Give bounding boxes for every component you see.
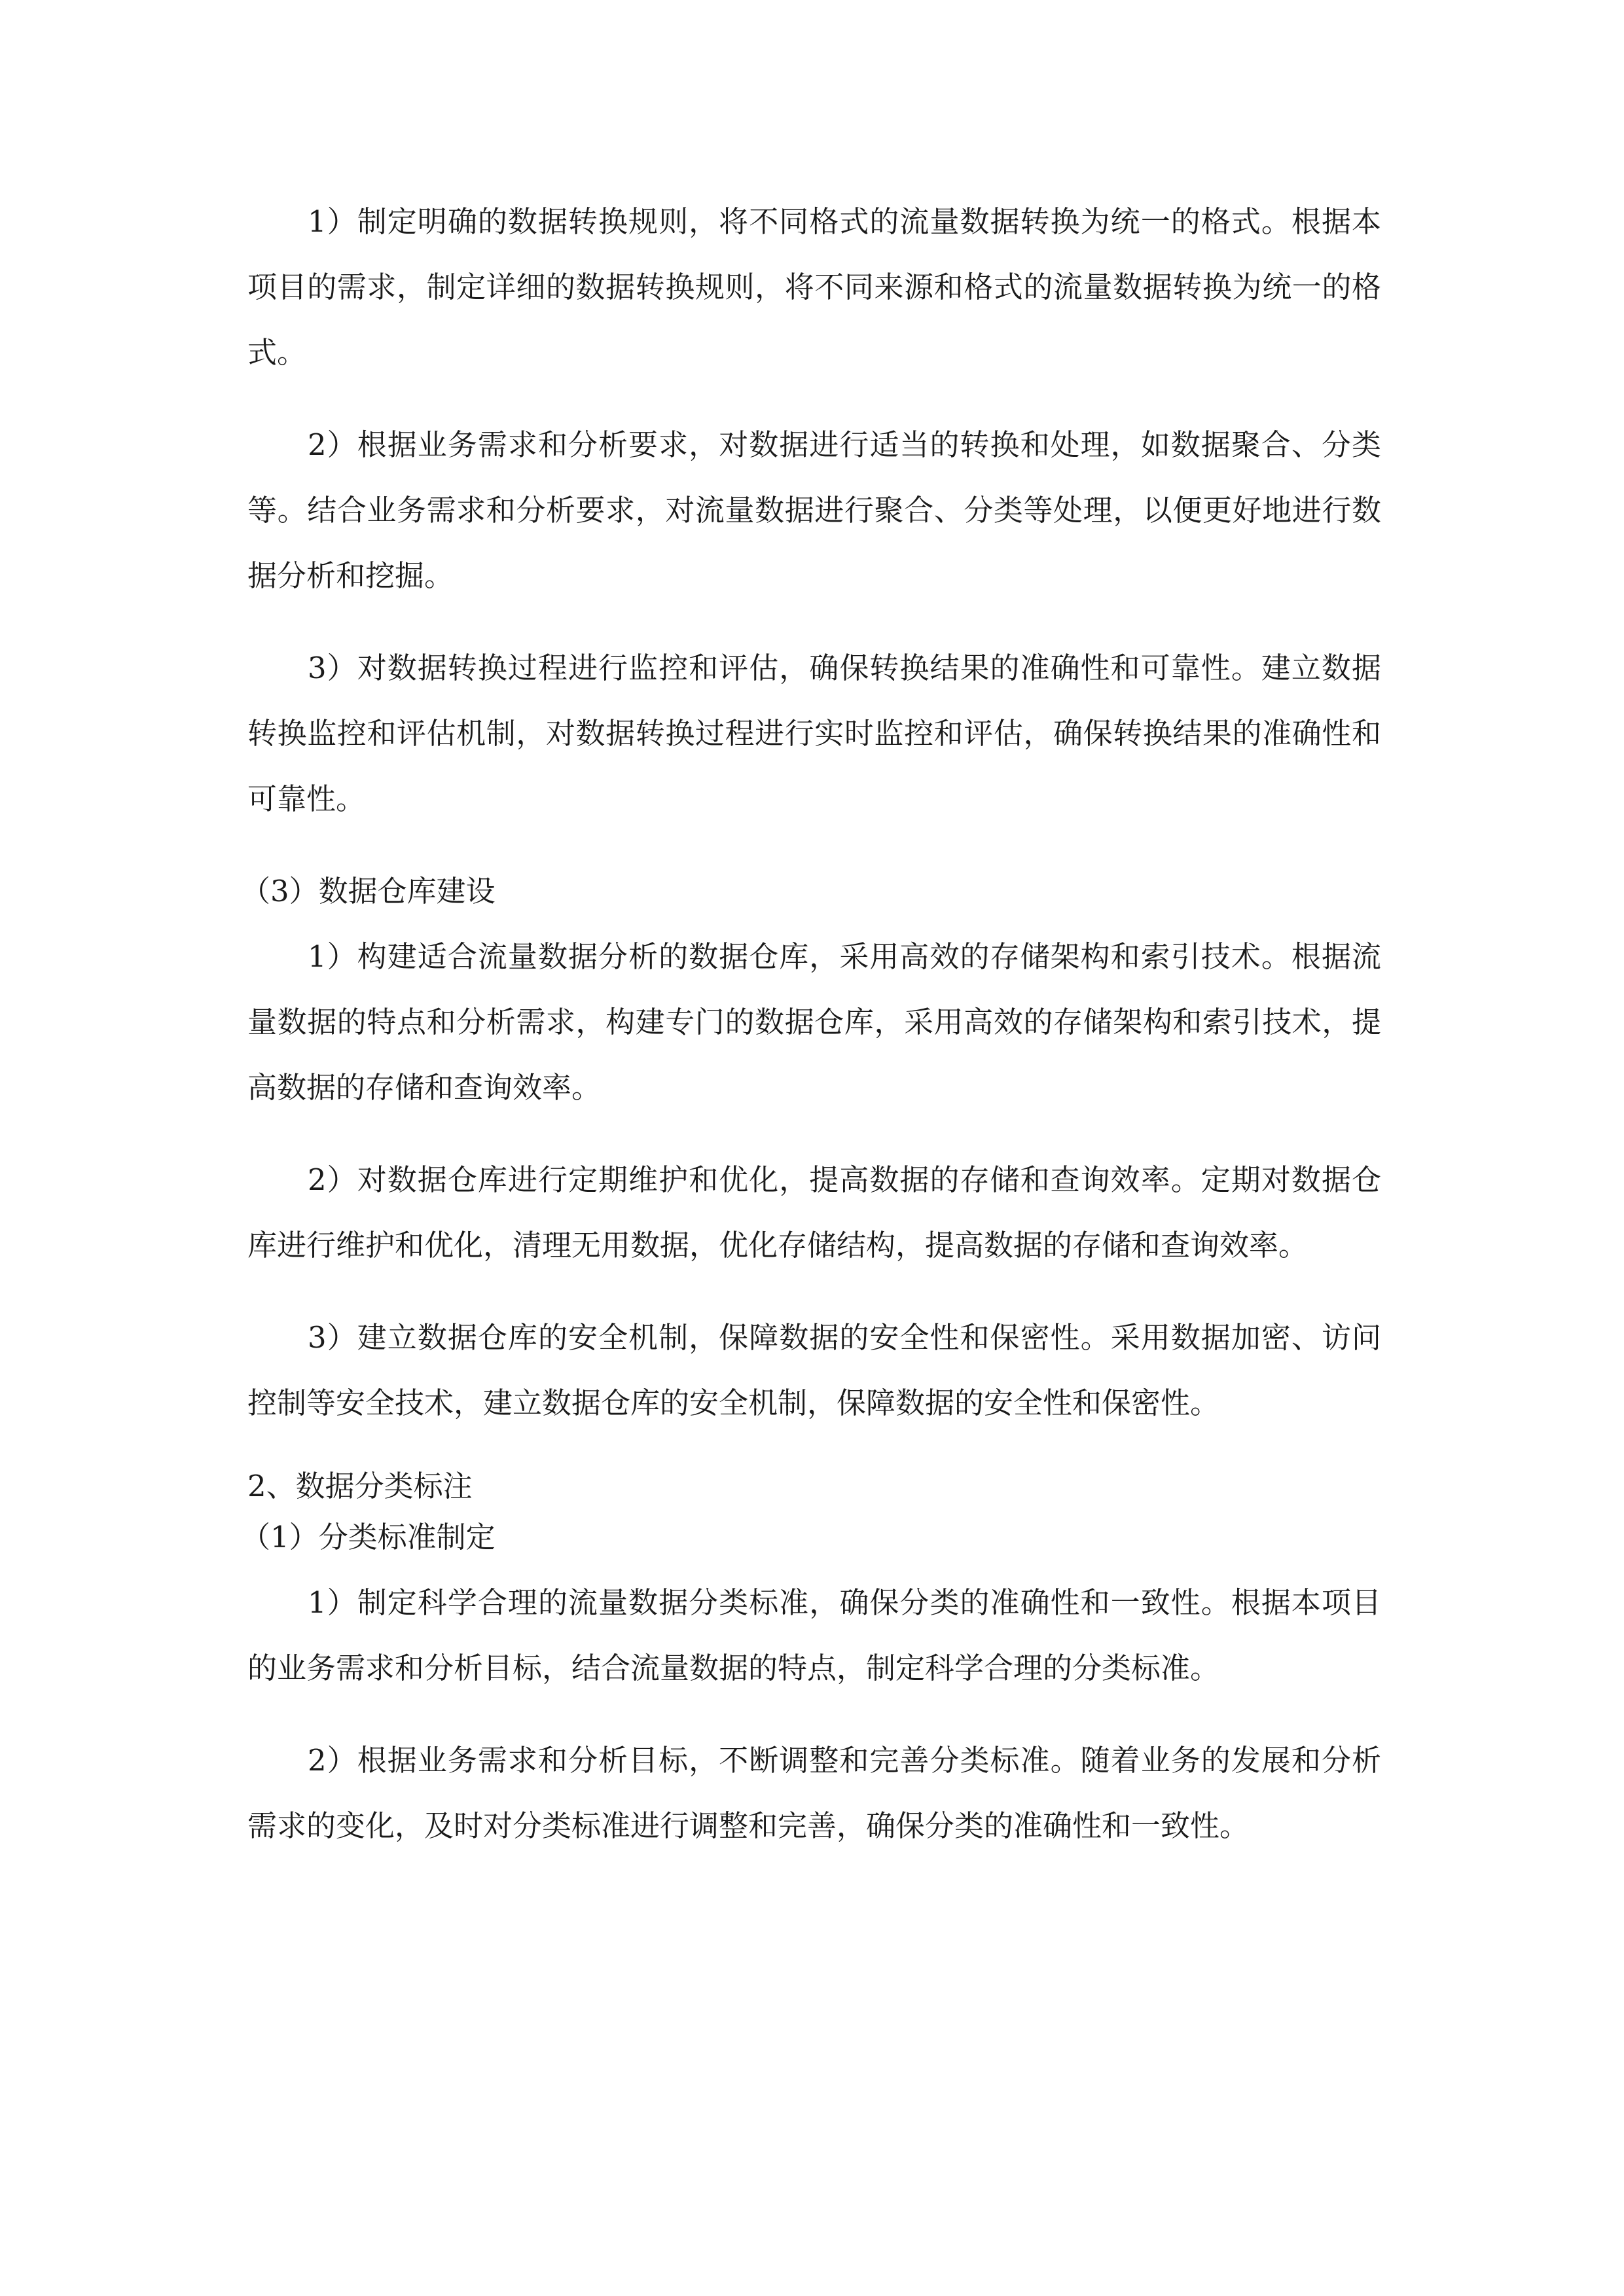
- paragraph-standard-adjust: 2）根据业务需求和分析目标，不断调整和完善分类标准。随着业务的发展和分析需求的变化，及时对分类标准进行调整和完善，确保分类的准确性和一致性。: [247, 1743, 1381, 1843]
- paragraph-warehouse-maintenance: 2）对数据仓库进行定期维护和优化，提高数据的存储和查询效率。定期对数据仓库进行维护和优化，清理无用数据，优化存储结构，提高数据的存储和查询效率。: [247, 1162, 1381, 1263]
- paragraph-warehouse-security: 3）建立数据仓库的安全机制，保障数据的安全性和保密性。采用数据加密、访问控制等安全技术，建立数据仓库的安全机制，保障数据的安全性和保密性。: [247, 1320, 1381, 1420]
- document-body: [241, 189, 1381, 1886]
- heading-data-classification: 2、数据分类标注: [247, 1469, 473, 1503]
- paragraph-conversion-processing: 2）根据业务需求和分析要求，对数据进行适当的转换和处理，如数据聚合、分类等。结合业务需求和分析要求，对流量数据进行聚合、分类等处理，以便更好地进行数据分析和挖掘。: [247, 427, 1381, 593]
- paragraph-conversion-monitoring: 3）对数据转换过程进行监控和评估，确保转换结果的准确性和可靠性。建立数据转换监控和评估机制，对数据转换过程进行实时监控和评估，确保转换结果的准确性和可靠性。: [247, 651, 1381, 816]
- paragraph-warehouse-build: 1）构建适合流量数据分析的数据仓库，采用高效的存储架构和索引技术。根据流量数据的特点和分析需求，构建专门的数据仓库，采用高效的存储架构和索引技术，提高数据的存储和查询效率。: [247, 939, 1381, 1105]
- paragraph-conversion-rules: 1）制定明确的数据转换规则，将不同格式的流量数据转换为统一的格式。根据本项目的需求，制定详细的数据转换规则，将不同来源和格式的流量数据转换为统一的格式。: [247, 204, 1381, 370]
- paragraph-standard-define: 1）制定科学合理的流量数据分类标准，确保分类的准确性和一致性。根据本项目的业务需求和分析目标，结合流量数据的特点，制定科学合理的分类标准。: [247, 1585, 1381, 1685]
- heading-classification-standard: （1）分类标准制定: [241, 1520, 496, 1554]
- heading-data-warehouse: （3）数据仓库建设: [241, 874, 496, 908]
